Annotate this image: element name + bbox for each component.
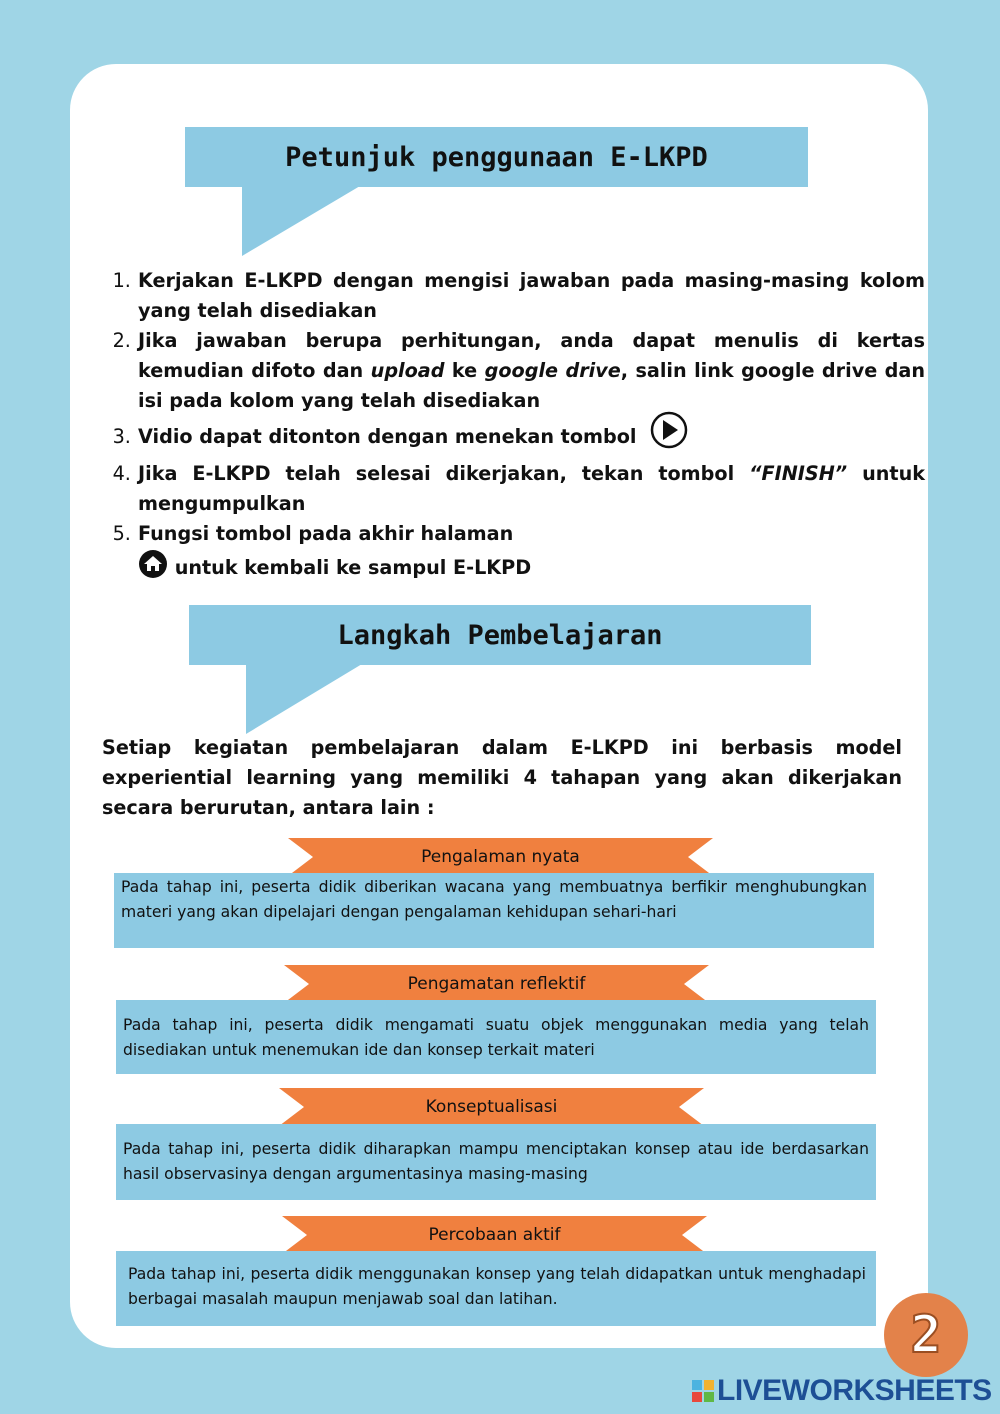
instructions-banner <box>185 127 808 187</box>
instruction-item: 5. Fungsi tombol pada akhir halaman untuk kembali ke sampul E-LKPD <box>137 519 925 588</box>
stage-ribbon <box>279 1088 704 1126</box>
stage-description: Pada tahap ini, peserta didik diharapkan mampu menciptakan konsep atau ide berdasarkan hasil observasinya dengan argumentasinya masing-masing <box>116 1124 876 1200</box>
stage-description: Pada tahap ini, peserta didik menggunakan konsep yang telah didapatkan untuk menghadapi berbagai masalah maupun menjawab soal dan latihan. <box>116 1251 876 1326</box>
instruction-item: 2. Jika jawaban berupa perhitungan, anda dapat menulis di kertas kemudian difoto dan upload ke google drive, salin link google drive dan isi pada kolom yang telah disediakan <box>137 326 925 416</box>
stage-label: Konseptualisasi <box>425 1097 558 1117</box>
stage-description: Pada tahap ini, peserta didik mengamati suatu objek menggunakan media yang telah disediakan untuk menemukan ide dan konsep terkait materi <box>116 1000 876 1074</box>
stage-ribbon <box>282 1216 707 1254</box>
section-intro: Setiap kegiatan pembelajaran dalam E-LKPD ini berbasis model experiential learning yang memiliki 4 tahapan yang akan dikerjakan secara berurutan, antara lain : <box>102 736 902 819</box>
section-banner <box>189 605 811 665</box>
play-circle-icon[interactable] <box>649 410 689 459</box>
instructions-list <box>112 266 925 588</box>
liveworksheets-brand <box>692 1373 992 1409</box>
section-banner-tail <box>246 664 366 736</box>
liveworksheets-logo-icon <box>692 1380 714 1402</box>
instruction-item: 1. Kerjakan E-LKPD dengan mengisi jawaban pada masing-masing kolom yang telah disediakan <box>137 266 925 326</box>
stage-label: Pengamatan reflektif <box>407 974 586 994</box>
stage-label: Pengalaman nyata <box>421 847 580 867</box>
stage-label: Percobaan aktif <box>428 1225 561 1245</box>
stage-ribbon <box>288 838 713 876</box>
stage-ribbon <box>284 965 709 1003</box>
instructions-banner-tail <box>242 186 362 258</box>
page-number: 2 <box>910 1305 942 1365</box>
instruction-item: 4. Jika E-LKPD telah selesai dikerjakan, tekan tombol “FINISH” untuk mengumpulkan <box>137 459 925 519</box>
home-icon[interactable] <box>138 549 168 588</box>
page-number-badge <box>884 1293 968 1377</box>
brand-name: LIVEWORKSHEETS <box>717 1374 992 1407</box>
instruction-item: 3. Vidio dapat ditonton dengan menekan tombol <box>137 416 925 459</box>
section-title: Langkah Pembelajaran <box>337 619 663 651</box>
instructions-title: Petunjuk penggunaan E-LKPD <box>285 141 708 173</box>
stage-description: Pada tahap ini, peserta didik diberikan wacana yang membuatnya berfikir menghubungkan materi yang akan dipelajari dengan pengalaman kehidupan sehari-hari <box>114 873 874 948</box>
